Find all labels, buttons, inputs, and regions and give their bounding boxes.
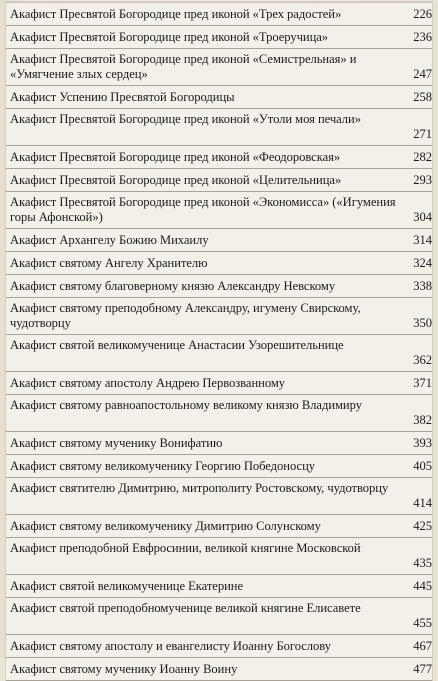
toc-entry-title: Акафист святому великомученику Димитрию Солунскому: [10, 519, 321, 533]
toc-entry-title: Акафист Пресвятой Богородице пред иконой «Экономисса» («Игумения горы Афонской»): [10, 195, 396, 224]
toc-entry-page: 324: [413, 256, 432, 270]
toc-entry: [6, 192, 432, 229]
toc-entry-page: 271: [413, 127, 432, 141]
toc-entry-page: 435: [413, 556, 432, 570]
toc-entry: [6, 49, 432, 86]
toc-entry-title: Акафист святому мученику Иоанну Воину: [10, 662, 238, 676]
toc-entry: [6, 395, 432, 432]
toc-entry: [6, 298, 432, 335]
toc-entry-title: Акафист святому равноапостольному великому князю Владимиру: [10, 398, 362, 412]
toc-entry: [6, 478, 432, 515]
toc-entry-page: 236: [413, 30, 432, 44]
toc-entry-title: Акафист Пресвятой Богородице пред иконой «Целительница»: [10, 173, 342, 187]
toc-entry-page: 282: [413, 150, 432, 164]
toc-entry-title: Акафист святой великомученице Екатерине: [10, 579, 244, 593]
toc-entry: [6, 658, 432, 681]
toc-entry-title: Акафист святому преподобному Александру, игумену Свирскому, чудотворцу: [10, 301, 361, 330]
toc-entry-title: Акафист святому Ангелу Хранителю: [10, 256, 208, 270]
toc-entry-title: Акафист святой великомученице Анастасии Узорешительнице: [10, 338, 344, 352]
toc-entry: [6, 538, 432, 575]
toc-entry-page: 414: [413, 496, 432, 510]
toc-entry-title: Акафист Пресвятой Богородице пред иконой «Семистрельная» и «Умягчение злых сердец»: [10, 52, 357, 81]
table-of-contents: [6, 2, 432, 681]
toc-entry-title: Акафист святой преподобномученице великой княгине Елисавете: [10, 601, 361, 615]
toc-entry: [6, 169, 432, 192]
toc-entry-page: 405: [413, 459, 432, 473]
toc-entry-page: 467: [413, 639, 432, 653]
toc-entry-title: Акафист Пресвятой Богородице пред иконой «Феодоровская»: [10, 150, 341, 164]
toc-entry-page: 382: [413, 413, 432, 427]
toc-entry-page: 477: [413, 662, 432, 676]
toc-entry: [6, 109, 432, 146]
toc-entry: [6, 252, 432, 275]
toc-entry-title: Акафист Пресвятой Богородице пред иконой «Трех радостей»: [10, 7, 342, 21]
toc-entry-page: 445: [413, 579, 432, 593]
toc-entry: [6, 3, 432, 26]
toc-entry: [6, 432, 432, 455]
toc-entry-page: 226: [413, 7, 432, 21]
toc-entry-title: Акафист святому великомученику Георгию Победоносцу: [10, 459, 316, 473]
toc-entry-page: 293: [413, 173, 432, 187]
toc-entry-page: 258: [413, 90, 432, 104]
toc-entry-title: Акафист святителю Димитрию, митрополиту Ростовскому, чудотворцу: [10, 481, 389, 495]
toc-entry: [6, 229, 432, 252]
toc-entry-page: 455: [413, 616, 432, 630]
toc-entry-title: Акафист преподобной Евфросинии, великой княгине Московской: [10, 541, 361, 555]
toc-entry-page: 350: [413, 316, 432, 330]
toc-entry: [6, 372, 432, 395]
toc-entry-title: Акафист Успению Пресвятой Богородицы: [10, 90, 235, 104]
toc-entry-title: Акафист святому апостолу Андрею Первозванному: [10, 376, 286, 390]
toc-entry-title: Акафист святому мученику Вонифатию: [10, 436, 223, 450]
toc-entry-page: 362: [413, 353, 432, 367]
toc-entry: [6, 575, 432, 598]
toc-entry-page: 371: [413, 376, 432, 390]
toc-entry-page: 393: [413, 436, 432, 450]
toc-entry-title: Акафист Пресвятой Богородице пред иконой «Троеручица»: [10, 30, 329, 44]
toc-entry: [6, 598, 432, 635]
toc-entry-page: 304: [413, 210, 432, 224]
toc-entry-title: Акафист святому благоверному князю Александру Невскому: [10, 279, 336, 293]
toc-entry-title: Акафист святому апостолу и евангелисту Иоанну Богослову: [10, 639, 331, 653]
toc-entry: [6, 335, 432, 372]
toc-entry-title: Акафист Пресвятой Богородице пред иконой «Утоли моя печали»: [10, 112, 361, 126]
toc-entry: [6, 146, 432, 169]
toc-entry-title: Акафист Архангелу Божию Михаилу: [10, 233, 209, 247]
toc-entry: [6, 26, 432, 49]
toc-entry-page: 425: [413, 519, 432, 533]
toc-entry: [6, 515, 432, 538]
toc-entry: [6, 275, 432, 298]
toc-entry-page: 247: [413, 67, 432, 81]
toc-entry-page: 338: [413, 279, 432, 293]
toc-entry: [6, 86, 432, 109]
toc-entry: [6, 455, 432, 478]
toc-entry: [6, 635, 432, 658]
toc-entry-page: 314: [413, 233, 432, 247]
